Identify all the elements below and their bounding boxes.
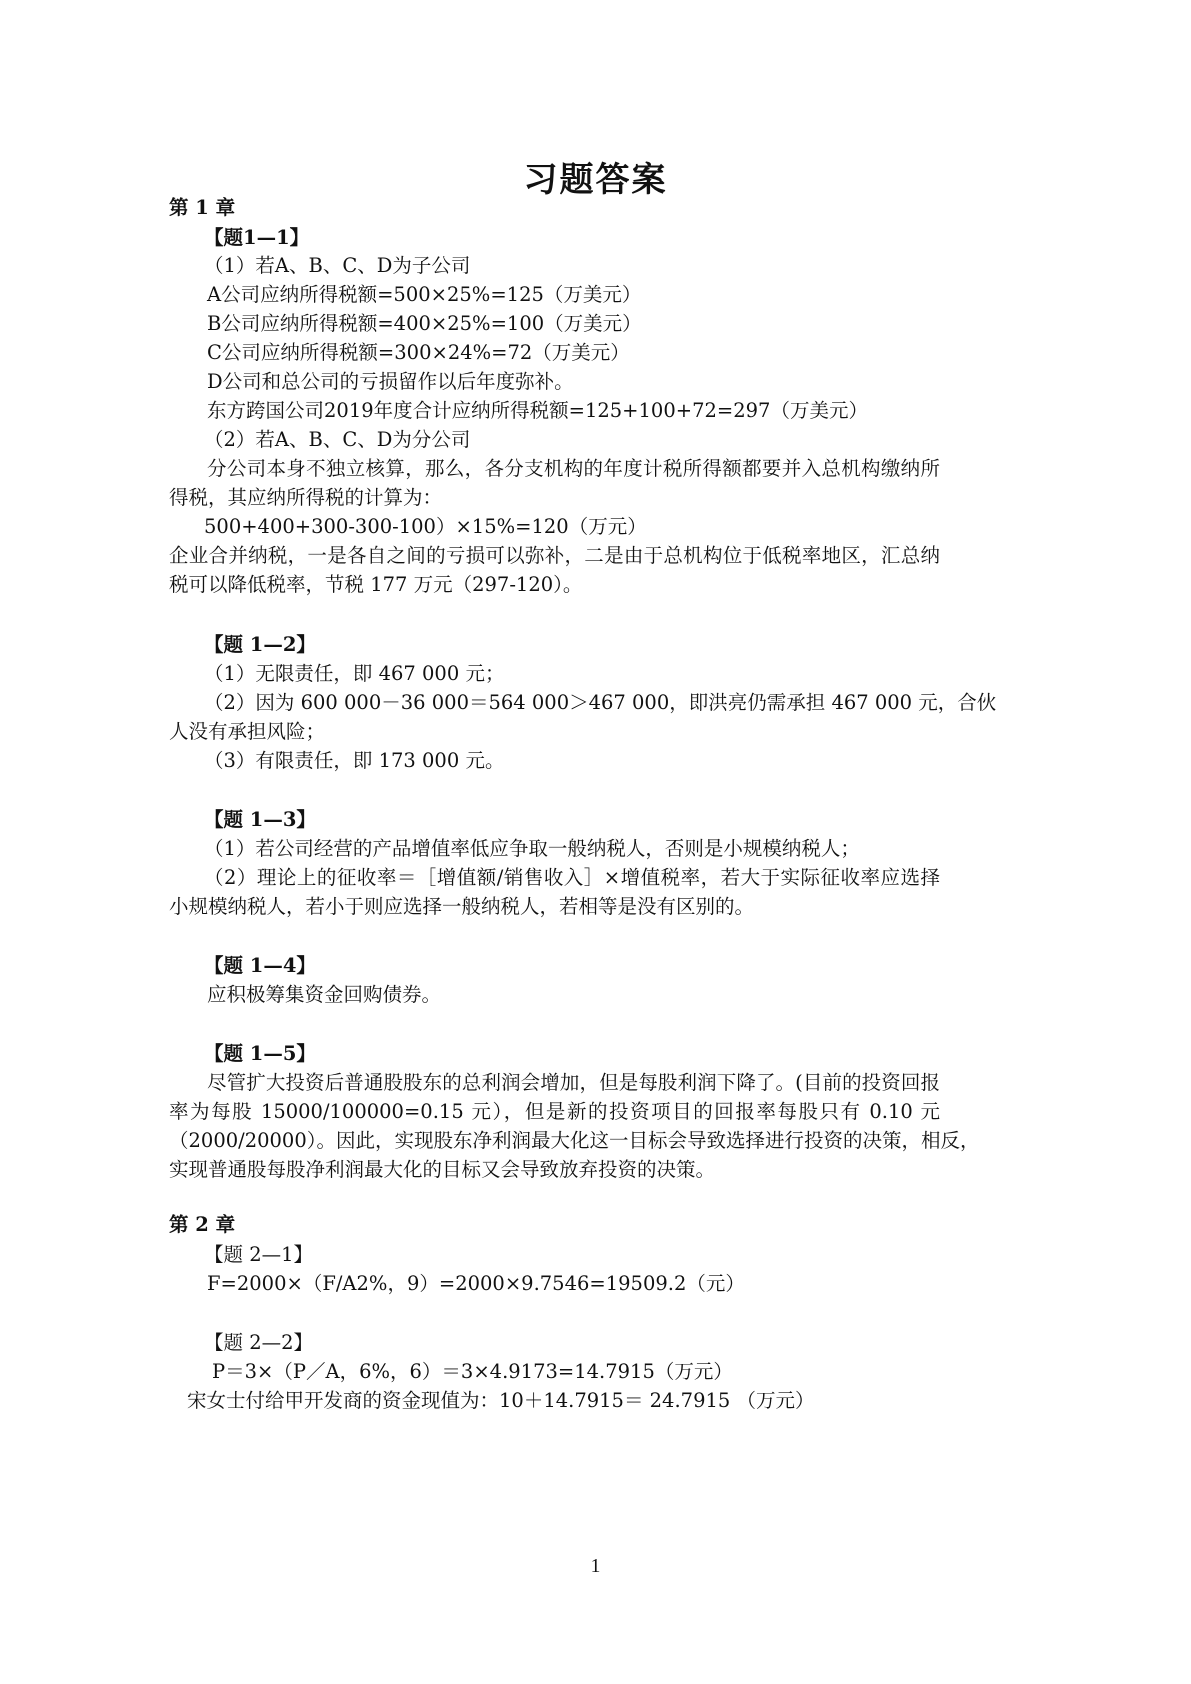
page-title: 习题答案 xyxy=(523,160,668,200)
question-1-1-heading: 【题1—1】 xyxy=(204,226,310,249)
answer-line: D公司和总公司的亏损留作以后年度弥补。 xyxy=(207,370,574,393)
answer-line: 东方跨国公司2019年度合计应纳所得税额=125+100+72=297（万美元） xyxy=(207,399,868,422)
answer-line: 得税，其应纳所得税的计算为： xyxy=(169,486,443,509)
answer-line: 率为每股 15000/100000=0.15 元），但是新的投资项目的回报率每股只有 0.10 元 xyxy=(169,1100,940,1123)
answer-line: 500+400+300-300-100）×15%=120（万元） xyxy=(204,515,647,538)
question-1-5-heading: 【题 1—5】 xyxy=(204,1042,316,1065)
answer-line: （1）若公司经营的产品增值率低应争取一般纳税人，否则是小规模纳税人； xyxy=(204,837,860,860)
page-number: 1 xyxy=(590,1556,601,1577)
answer-line: （2）理论上的征收率＝［增值额/销售收入］×增值税率，若大于实际征收率应选择 xyxy=(204,866,940,889)
answer-line: 尽管扩大投资后普通股股东的总利润会增加，但是每股利润下降了。(目前的投资回报 xyxy=(207,1071,940,1094)
answer-line: （2000/20000）。因此，实现股东净利润最大化这一目标会导致选择进行投资的决策，相反， xyxy=(169,1129,980,1152)
answer-line: 企业合并纳税，一是各自之间的亏损可以弥补，二是由于总机构位于低税率地区，汇总纳 xyxy=(169,544,940,567)
answer-line: P＝3×（P／A，6%，6）＝3×4.9173=14.7915（万元） xyxy=(212,1360,733,1383)
question-1-2-heading: 【题 1—2】 xyxy=(204,633,316,656)
question-2-2-heading: 【题 2—2】 xyxy=(204,1331,314,1354)
answer-line: 实现普通股每股净利润最大化的目标又会导致放弃投资的决策。 xyxy=(169,1158,716,1181)
chapter-2-heading: 第 2 章 xyxy=(169,1213,236,1236)
answer-line: （1）无限责任，即 467 000 元； xyxy=(204,662,505,685)
question-1-4-heading: 【题 1—4】 xyxy=(204,954,316,977)
answer-line: B公司应纳所得税额=400×25%=100（万美元） xyxy=(207,312,642,335)
answer-line: （3）有限责任，即 173 000 元。 xyxy=(204,749,505,772)
question-1-3-heading: 【题 1—3】 xyxy=(204,808,316,831)
answer-line: 分公司本身不独立核算，那么，各分支机构的年度计税所得额都要并入总机构缴纳所 xyxy=(207,457,940,480)
chapter-1-heading: 第 1 章 xyxy=(169,196,236,219)
answer-line: 税可以降低税率，节税 177 万元（297-120）。 xyxy=(169,573,583,596)
answer-line: A公司应纳所得税额=500×25%=125（万美元） xyxy=(207,283,642,306)
answer-line: 小规模纳税人，若小于则应选择一般纳税人，若相等是没有区别的。 xyxy=(169,895,755,918)
answer-line: F=2000×（F/A2%，9）=2000×9.7546=19509.2（元） xyxy=(207,1272,745,1295)
answer-line: C公司应纳所得税额=300×24%=72（万美元） xyxy=(207,341,630,364)
question-2-1-heading: 【题 2—1】 xyxy=(204,1243,314,1266)
answer-line: 人没有承担风险； xyxy=(169,720,326,743)
answer-line: （2）因为 600 000－36 000＝564 000＞467 000，即洪亮仍需承担 467 000 元，合伙 xyxy=(204,691,997,714)
answer-line: 应积极筹集资金回购债券。 xyxy=(207,983,442,1006)
answer-line: 宋女士付给甲开发商的资金现值为：10＋14.7915＝ 24.7915 （万元） xyxy=(187,1389,815,1412)
answer-line: （1）若A、B、C、D为子公司 xyxy=(204,254,471,277)
answer-line: （2）若A、B、C、D为分公司 xyxy=(204,428,471,451)
